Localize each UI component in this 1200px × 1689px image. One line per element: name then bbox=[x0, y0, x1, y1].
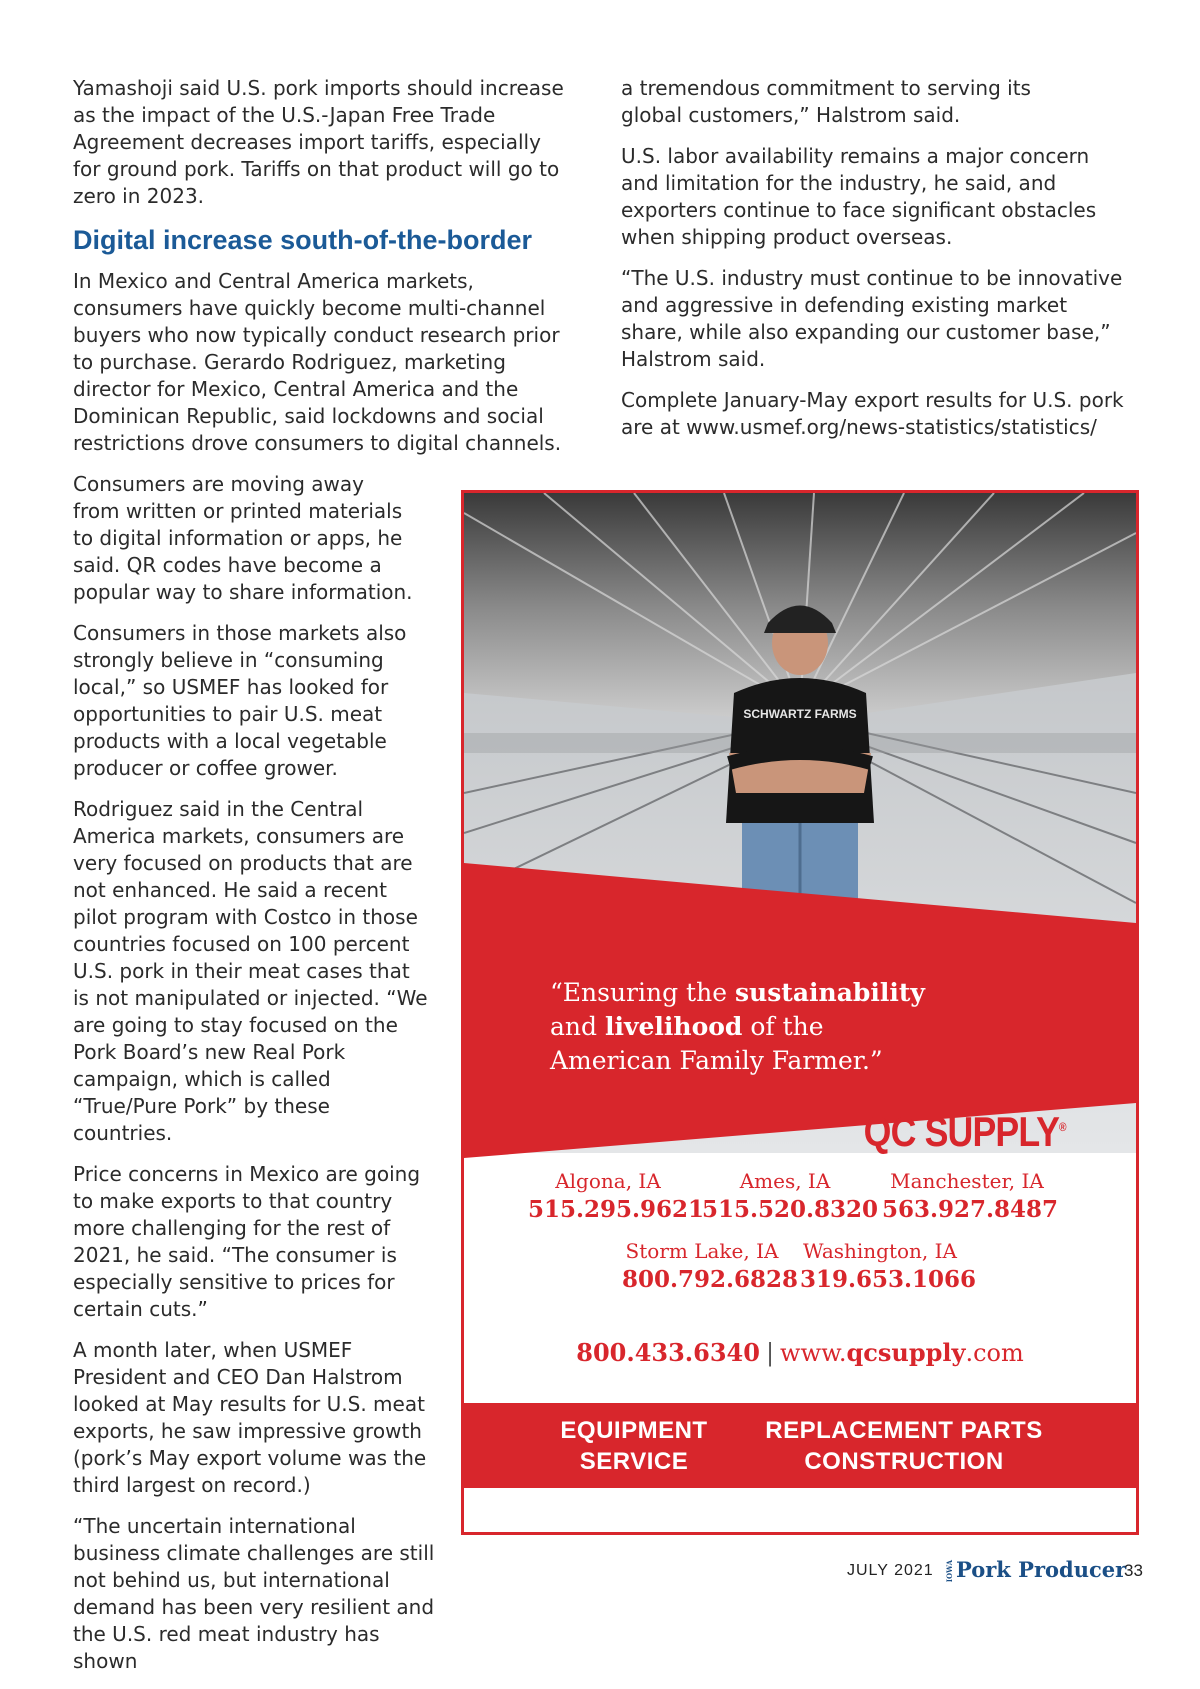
location-manchester: Manchester, IA 563.927.8487 bbox=[882, 1169, 1059, 1223]
services-bar bbox=[464, 1403, 1136, 1488]
main-phone: 800.433.6340 bbox=[576, 1338, 760, 1367]
location-washington: Washington, IA 319.653.1066 bbox=[800, 1239, 977, 1293]
paragraph: Yamashoji said U.S. pork imports should increase as the impact of the U.S.-Japan Free Trade Agreement decreases import tariffs, especially for ground pork. Tariffs on that product will go to zero in 2023. bbox=[73, 76, 564, 208]
services-left: EQUIPMENT SERVICE bbox=[560, 1417, 708, 1475]
paragraph: Rodriguez said in the Central America markets, consumers are very focused on products that are not enhanced. He said a recent pilot program with Costco in those countries focused on 100 percent U.S. pork in their meat cases that is not manipulated or injected. “We are going to stay focused on the Pork Board’s new Real Pork campaign, which is called “True/Pure Pork” by these countries. bbox=[73, 797, 428, 1145]
qc-supply-advertisement bbox=[461, 490, 1139, 1535]
paragraph: In Mexico and Central America markets, consumers have quickly become multi-channel buyers who now typically conduct research prior to purchase. Gerardo Rodriguez, marketing director for Mexico, Central America and the Dominican Republic, said lockdowns and social restrictions drove consumers to digital channels. bbox=[73, 269, 562, 455]
paragraph: “The U.S. industry must continue to be innovative and aggressive in defending existing market share, while also expanding our customer base,” Halstrom said. bbox=[621, 266, 1123, 371]
shirt-logo-text: SCHWARTZ FARMS bbox=[743, 707, 857, 721]
paragraph: “The uncertain international business climate challenges are still not behind us, but international demand has been very resilient and the U.S. red meat industry has shown bbox=[73, 1514, 435, 1673]
paragraph: Consumers are moving away from written or printed materials to digital information or apps, he said. QR codes have become a popular way to share information. bbox=[73, 472, 413, 604]
footer-date: JULY 2021 bbox=[847, 1562, 934, 1579]
main-contact: 800.433.6340 | www.qcsupply.com bbox=[576, 1338, 1024, 1367]
right-column bbox=[621, 75, 1126, 455]
ad-quote: “Ensuring the sustainability and livelihood of the American Family Farmer.” bbox=[550, 978, 925, 1075]
publication-logo: IOWAPork Producer bbox=[945, 1557, 1127, 1583]
paragraph: U.S. labor availability remains a major concern and limitation for the industry, he said, and exporters continue to face significant obstacles when shipping product overseas. bbox=[621, 144, 1097, 249]
location-ames: Ames, IA 515.520.8320 bbox=[702, 1169, 879, 1223]
paragraph: Consumers in those markets also strongly believe in “consuming local,” so USMEF has looked for opportunities to pair U.S. meat products with a local vegetable producer or coffee grower. bbox=[73, 621, 407, 780]
paragraph: Price concerns in Mexico are going to make exports to that country more challenging for the rest of 2021, he said. “The consumer is especially sensitive to prices for certain cuts.” bbox=[73, 1162, 421, 1321]
paragraph: Complete January-May export results for U.S. pork are at www.usmef.org/news-statistics/statistics/ bbox=[621, 388, 1124, 439]
location-storm-lake: Storm Lake, IA 800.792.6828 bbox=[622, 1239, 799, 1293]
location-algona: Algona, IA 515.295.9621 bbox=[528, 1169, 705, 1223]
paragraph: A month later, when USMEF President and CEO Dan Halstrom looked at May results for U.S. meat exports, he saw impressive growth (pork’s May export volume was the third largest on record.) bbox=[73, 1338, 427, 1497]
website-link[interactable]: www.qcsupply.com bbox=[780, 1338, 1024, 1367]
paragraph: a tremendous commitment to serving its global customers,” Halstrom said. bbox=[621, 76, 1031, 127]
section-heading: Digital increase south-of-the-border bbox=[73, 225, 533, 255]
qc-supply-logo: QC SUPPLY® bbox=[863, 1108, 1066, 1155]
services-right: REPLACEMENT PARTS CONSTRUCTION bbox=[765, 1417, 1043, 1475]
page-number: 33 bbox=[1124, 1561, 1143, 1580]
